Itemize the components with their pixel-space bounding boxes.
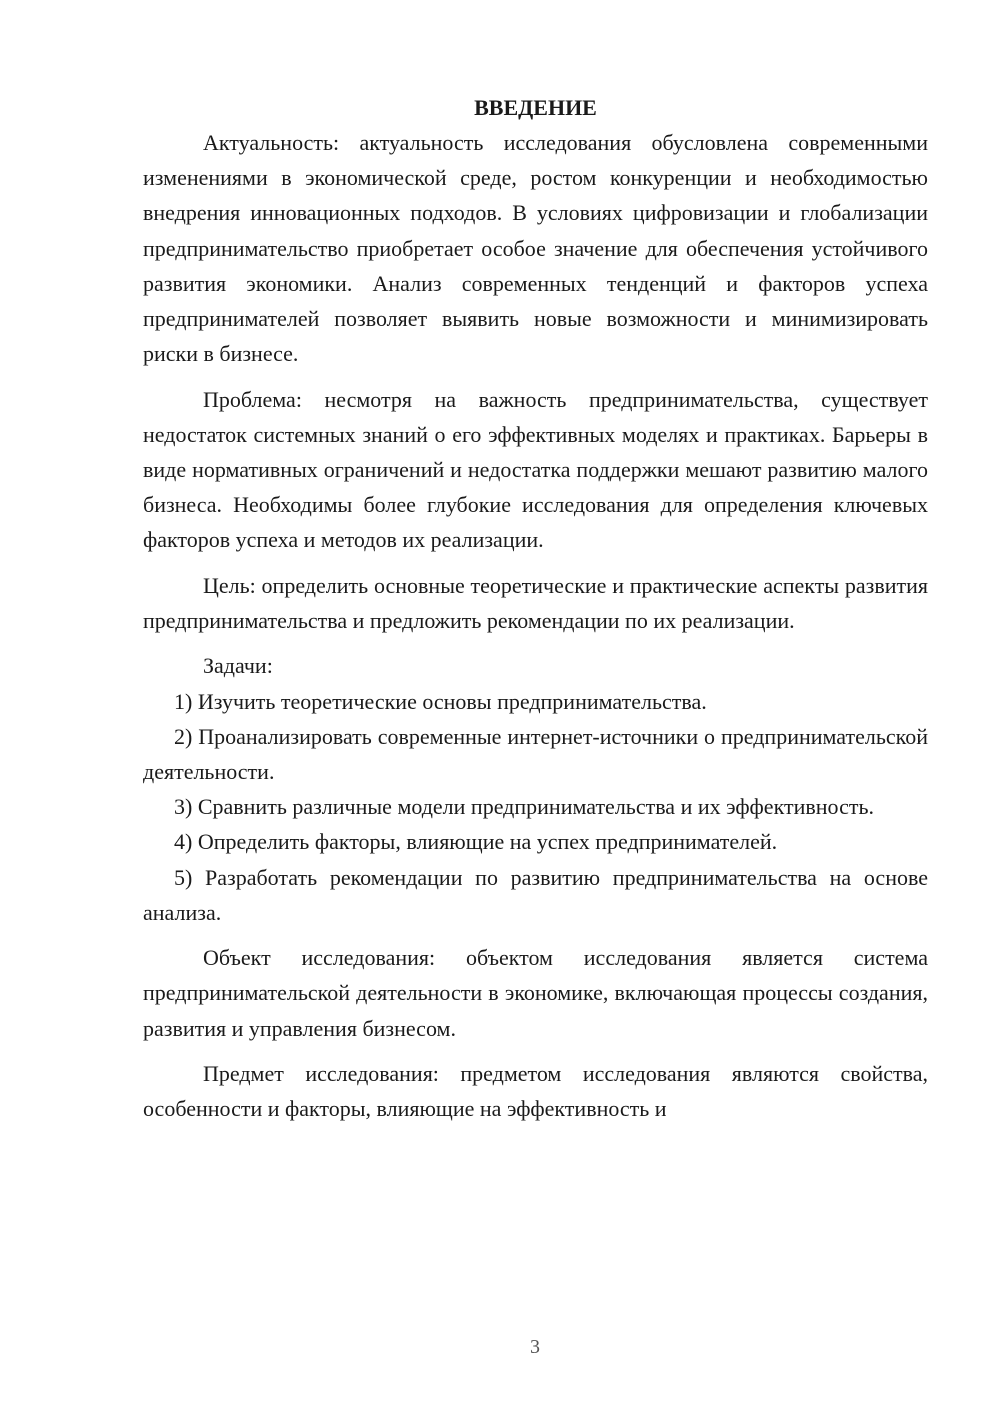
paragraph-relevance: Актуальность: актуальность исследования обусловлена современными изменениями в экономической среде, ростом конкуренции и необходимостью внедрения инновационных подходов. В условиях цифровизации и глобализации предпринимательство приобретает особое значение для обеспечения устойчивого развития экономики. Анализ современных тенденций и факторов успеха предпринимателей позволяет выявить новые возможности и минимизировать риски в бизнесе. (143, 130, 928, 367)
task-item-2: 2) Проанализировать современные интернет-источники о предпринимательской деятельности. (143, 723, 928, 785)
paragraph-problem: Проблема: несмотря на важность предпринимательства, существует недостаток системных знаний о его эффективных моделях и практиках. Барьеры в виде нормативных ограничений и недостатка поддержки мешают развитию малого бизнеса. Необходимы более глубокие исследования для определения ключевых факторов успеха и методов их реализации. (143, 386, 928, 553)
tasks-heading: Задачи: (203, 653, 273, 679)
task-item-3: 3) Сравнить различные модели предпринимательства и их эффективность. (174, 794, 874, 820)
task-item-5: 5) Разработать рекомендации по развитию предпринимательства на основе анализа. (143, 864, 928, 925)
page-number: 3 (530, 1336, 540, 1358)
task-item-1: 1) Изучить теоретические основы предпринимательства. (174, 688, 707, 714)
paragraph-goal: Цель: определить основные теоретические и практические аспекты развития предпринимательства и предложить рекомендации по их реализации. (143, 572, 928, 634)
paragraph-subject: Предмет исследования: предметом исследования являются свойства, особенности и факторы, влияющие на эффективность и (143, 1061, 928, 1122)
task-item-4: 4) Определить факторы, влияющие на успех предпринимателей. (174, 829, 778, 855)
section-title: ВВЕДЕНИЕ (474, 95, 597, 120)
document-page (143, 90, 928, 1126)
paragraph-object: Объект исследования: объектом исследования является система предпринимательской деятельности в экономике, включающая процессы создания, развития и управления бизнесом. (143, 945, 928, 1041)
